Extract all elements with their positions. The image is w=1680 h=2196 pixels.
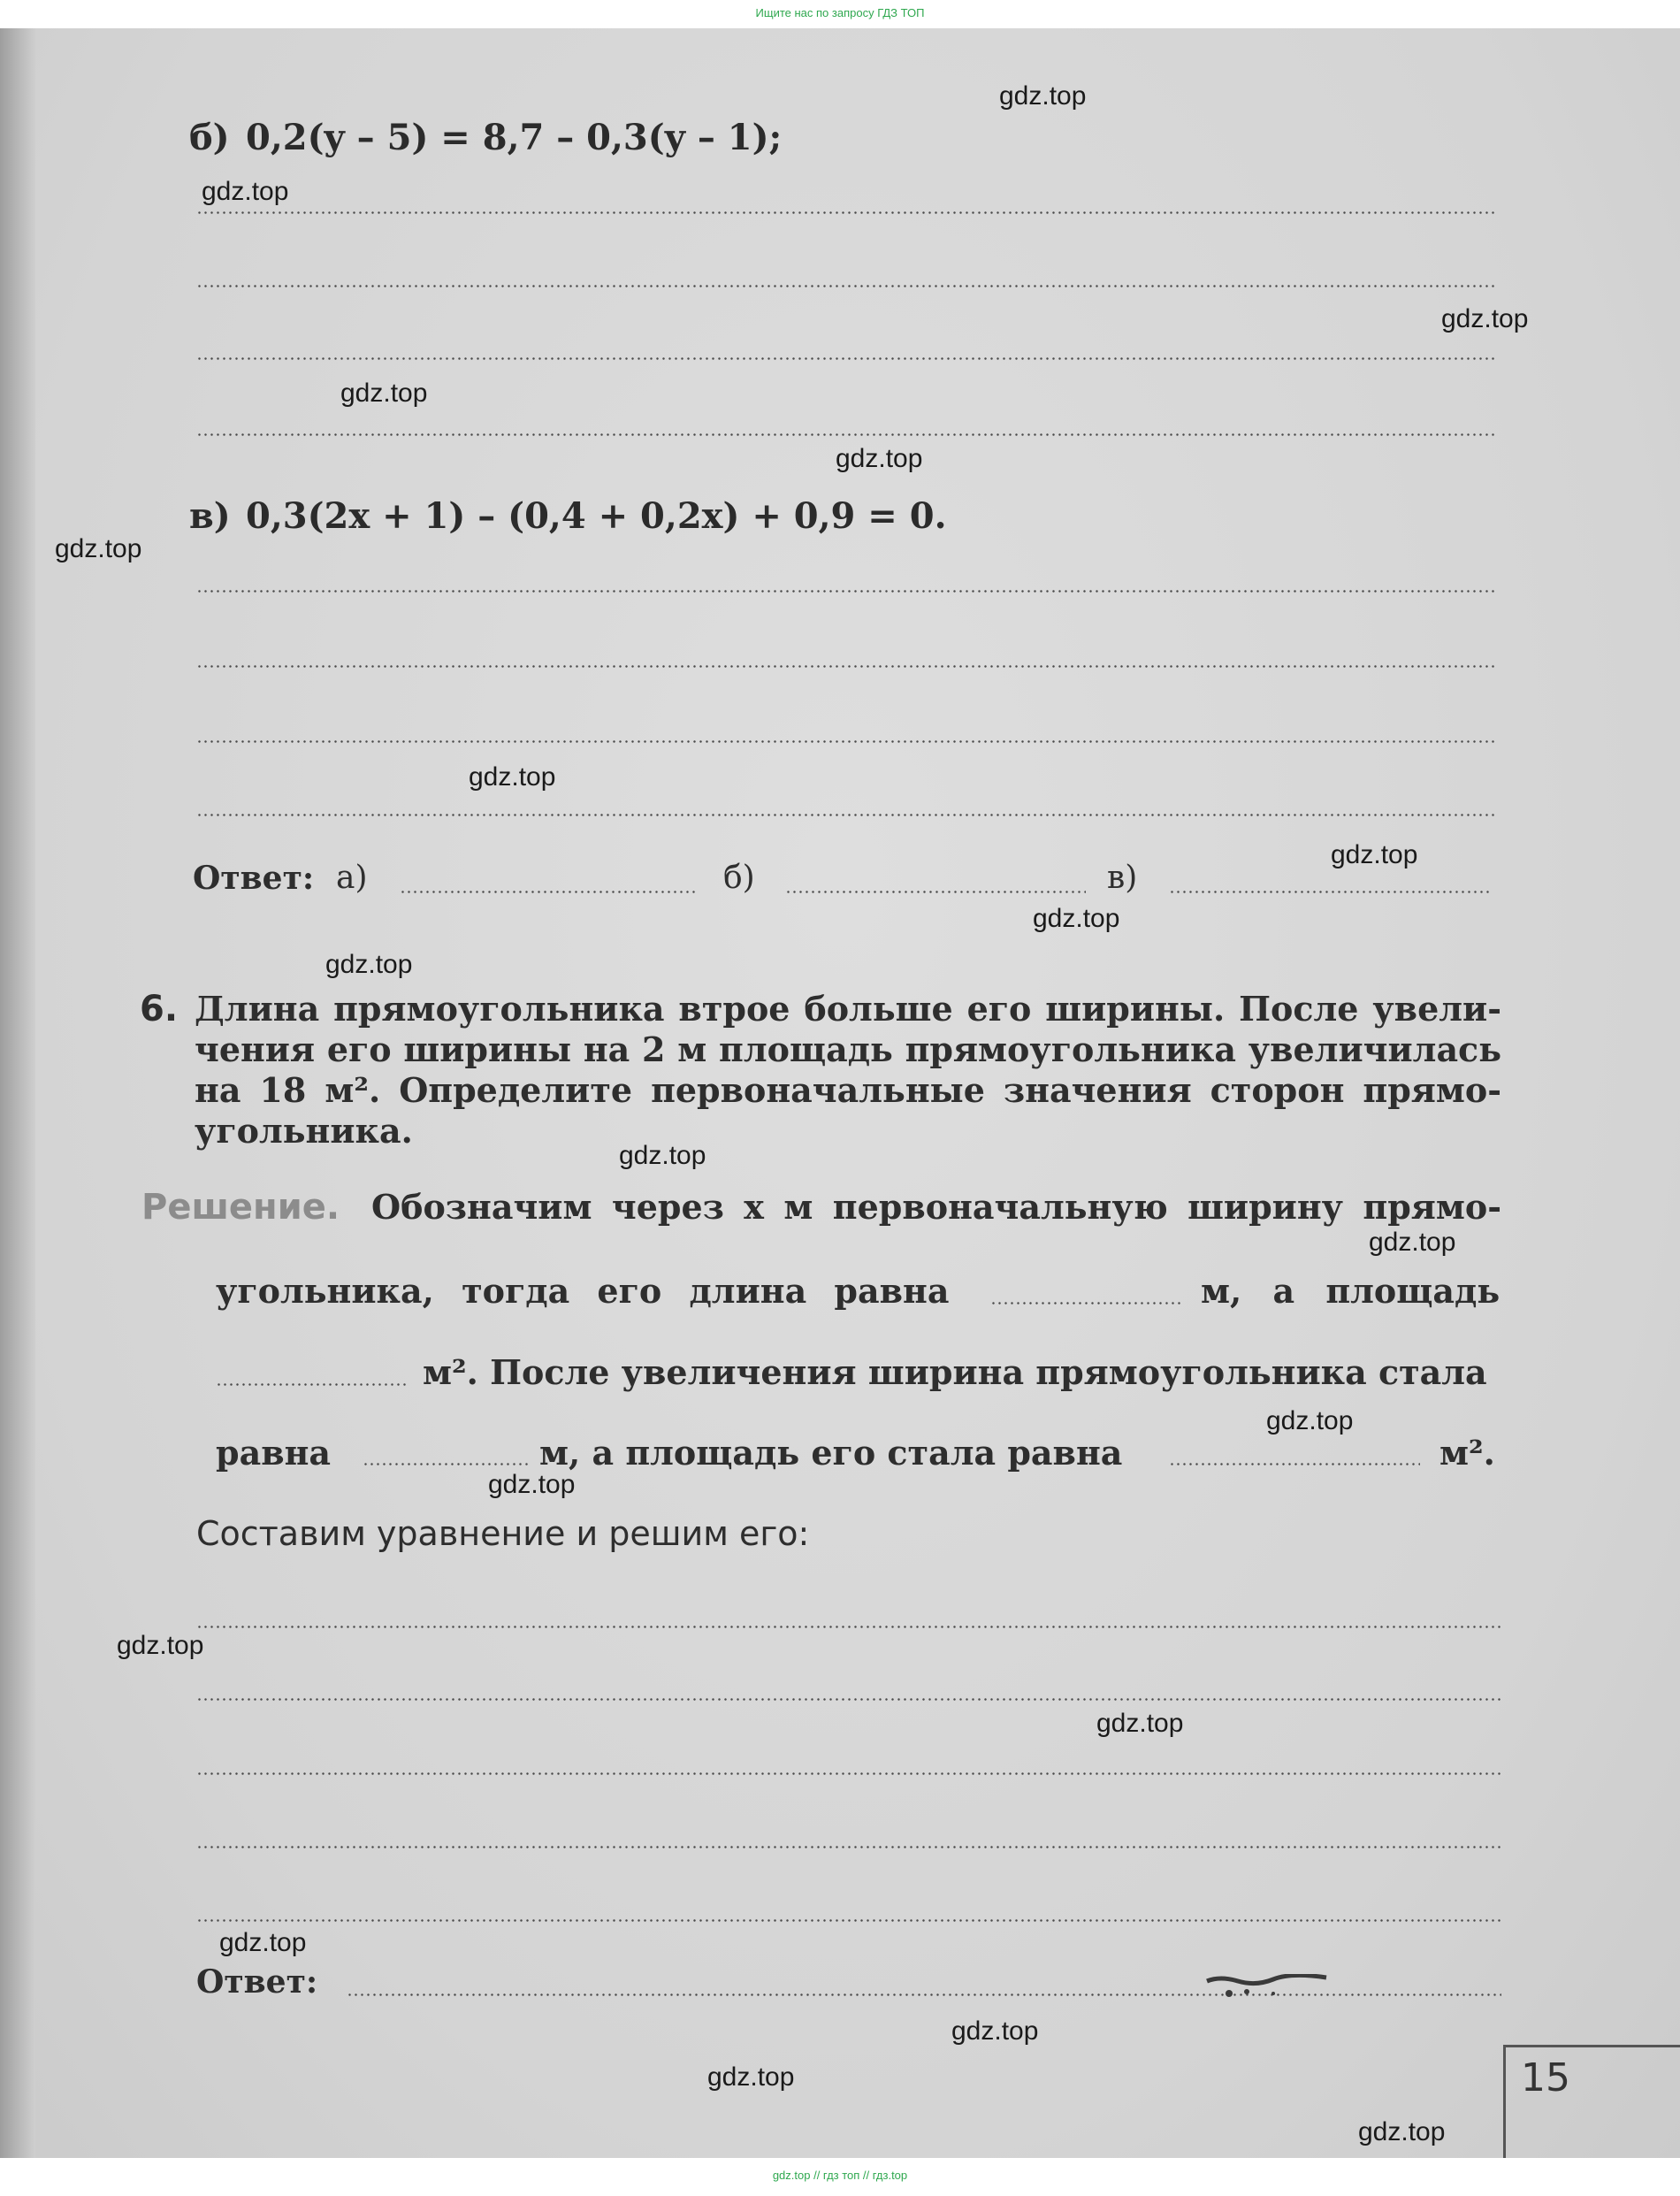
watermark: gdz.top bbox=[1331, 840, 1418, 869]
task5-c-equation: 0,3(2x + 1) – (0,4 + 0,2x) + 0,9 = 0. bbox=[246, 495, 947, 537]
area-blank bbox=[216, 1383, 407, 1386]
answer-line bbox=[196, 1626, 1501, 1628]
watermark: gdz.top bbox=[1266, 1406, 1354, 1435]
watermark: gdz.top bbox=[488, 1470, 576, 1499]
answer-b-line bbox=[785, 891, 1086, 893]
solution-line2-end: м, а площадь bbox=[1201, 1271, 1501, 1311]
top-banner: Ищите нас по запросу ГДЗ ТОП bbox=[755, 6, 925, 19]
solution-line4-start: равна bbox=[216, 1433, 332, 1473]
new-area-blank bbox=[1169, 1463, 1420, 1465]
answer-c-label: в) bbox=[1107, 860, 1138, 896]
answer-line bbox=[196, 1698, 1501, 1701]
new-width-blank bbox=[363, 1463, 531, 1465]
ink-smudge bbox=[1203, 1974, 1335, 2001]
task5-b-equation: 0,2(y – 5) = 8,7 – 0,3(y – 1); bbox=[246, 117, 783, 158]
watermark: gdz.top bbox=[1369, 1228, 1456, 1257]
watermark: gdz.top bbox=[55, 534, 142, 563]
compose-equation-text: Составим уравнение и решим его: bbox=[196, 1514, 810, 1553]
solution-line2-start: угольника, тогда его длина равна bbox=[216, 1271, 950, 1311]
answer-line bbox=[196, 1772, 1501, 1775]
solution-line3: м². После увеличения ширина прямоугольника стала bbox=[423, 1352, 1487, 1392]
answer-line bbox=[196, 665, 1496, 668]
answer-line bbox=[196, 285, 1496, 287]
length-blank bbox=[990, 1302, 1183, 1305]
watermark: gdz.top bbox=[469, 762, 556, 792]
answer-line bbox=[196, 740, 1496, 743]
watermark: gdz.top bbox=[1096, 1709, 1184, 1738]
solution-heading: Решение. bbox=[141, 1187, 340, 1228]
answer-line bbox=[196, 357, 1496, 360]
answer-line bbox=[196, 211, 1496, 214]
watermark: gdz.top bbox=[1033, 904, 1120, 933]
watermark: gdz.top bbox=[117, 1631, 204, 1660]
solution-line1: Обозначим через x м первоначальную ширину прямо- bbox=[371, 1187, 1501, 1227]
task5-b-label: б) bbox=[189, 117, 230, 158]
watermark: gdz.top bbox=[202, 177, 289, 206]
task5-answer-label: Ответ: bbox=[193, 860, 315, 897]
answer-b-label: б) bbox=[723, 860, 755, 896]
task6-answer-label: Ответ: bbox=[196, 1963, 318, 2001]
bottom-banner: gdz.top // гдз топ // гдз.top bbox=[772, 2169, 908, 2182]
watermark: gdz.top bbox=[219, 1928, 307, 1957]
watermark: gdz.top bbox=[951, 2016, 1039, 2046]
solution-line4-end: м². bbox=[1439, 1433, 1495, 1473]
watermark: gdz.top bbox=[707, 2062, 795, 2092]
watermark: gdz.top bbox=[836, 444, 923, 473]
answer-a-line bbox=[400, 891, 699, 893]
task6-number: 6. bbox=[140, 989, 179, 1029]
watermark: gdz.top bbox=[1358, 2117, 1446, 2146]
task6-line3: на 18 м². Определите первоначальные значения сторон прямо- bbox=[195, 1070, 1501, 1110]
watermark: gdz.top bbox=[1441, 304, 1529, 333]
answer-line bbox=[196, 1919, 1501, 1922]
task6-line1: Длина прямоугольника втрое больше его ширины. После увели- bbox=[195, 989, 1501, 1029]
answer-a-label: а) bbox=[336, 860, 368, 896]
watermark: gdz.top bbox=[619, 1141, 706, 1170]
task5-c-label: в) bbox=[189, 495, 231, 537]
answer-line bbox=[196, 1846, 1501, 1848]
workbook-page bbox=[0, 28, 1680, 2158]
task6-line4: угольника. bbox=[195, 1111, 413, 1151]
answer-c-line bbox=[1169, 891, 1489, 893]
watermark: gdz.top bbox=[999, 81, 1087, 111]
task6-line2: чения его ширины на 2 м площадь прямоугольника увеличилась bbox=[195, 1029, 1501, 1069]
answer-line bbox=[196, 433, 1496, 436]
solution-line4-mid: м, а площадь его стала равна bbox=[539, 1433, 1123, 1473]
answer-line bbox=[196, 814, 1496, 816]
watermark: gdz.top bbox=[340, 379, 428, 408]
watermark: gdz.top bbox=[325, 950, 413, 979]
page-number: 15 bbox=[1521, 2055, 1570, 2100]
answer-line bbox=[196, 590, 1496, 593]
